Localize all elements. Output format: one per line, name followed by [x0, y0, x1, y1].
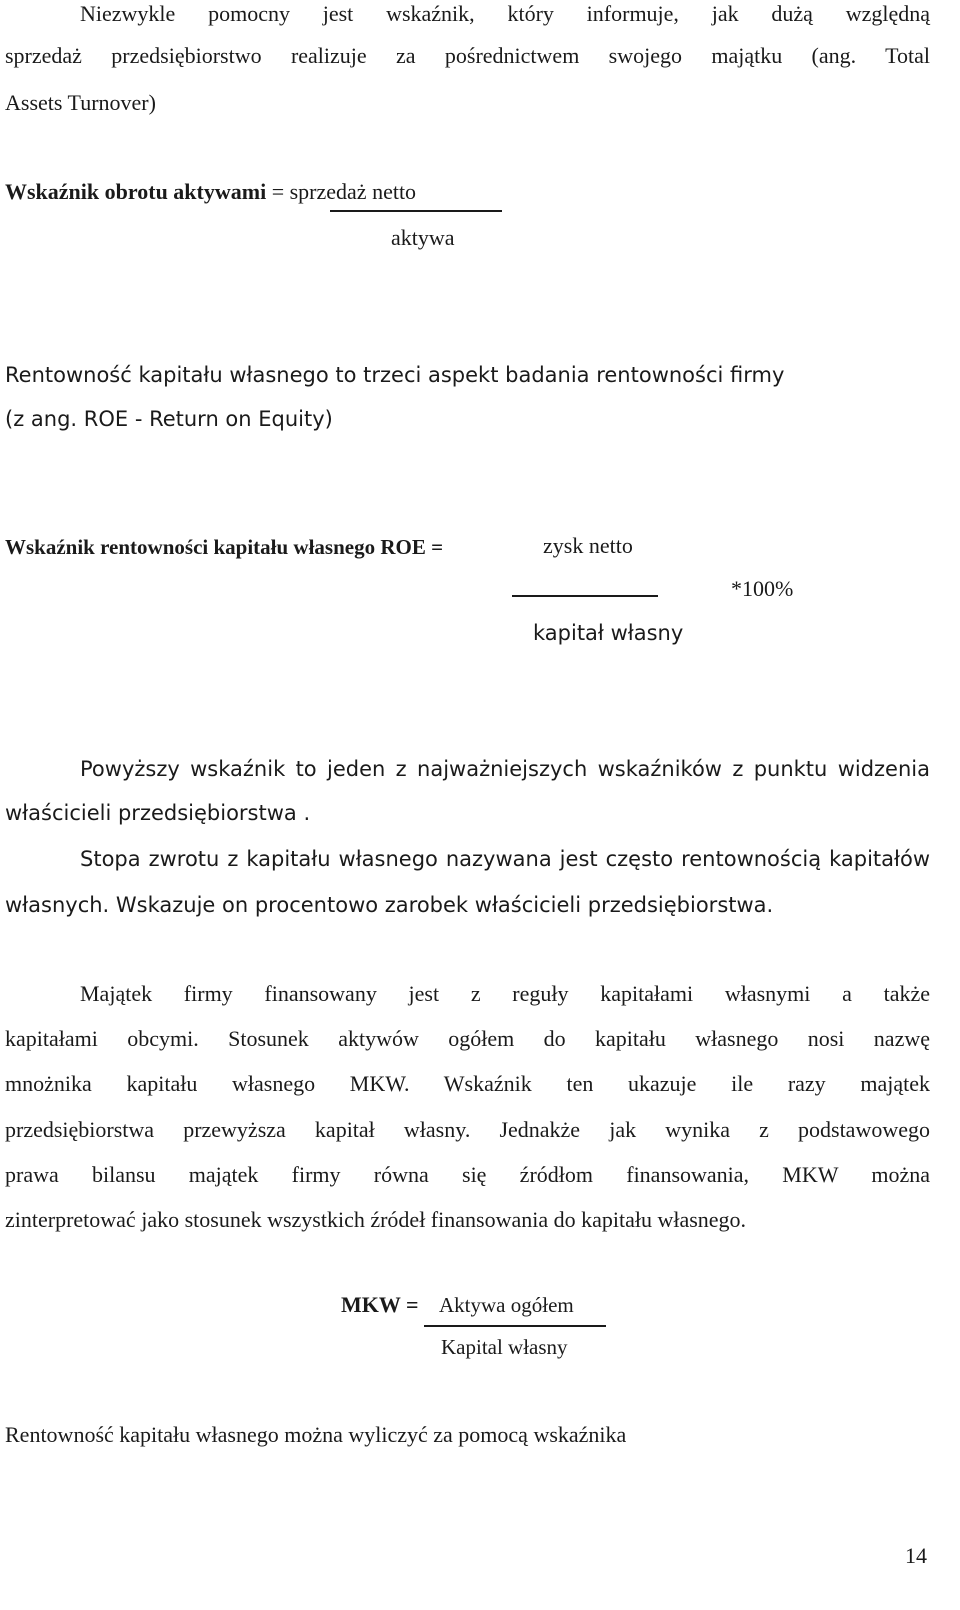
- page-number: 14: [905, 1543, 927, 1568]
- paragraph-line: Rentowność kapitału własnego można wyliczyć za pomocą wskaźnika: [5, 1422, 627, 1447]
- formula-numerator: zysk netto: [543, 533, 633, 558]
- paragraph-line: Niezwykle pomocny jest wskaźnik, który informuje, jak dużą względną: [80, 1, 930, 26]
- paragraph-line: kapitałami obcymi. Stosunek aktywów ogółem do kapitału własnego nosi nazwę: [5, 1026, 930, 1051]
- formula-numerator: sprzedaż netto: [289, 179, 417, 204]
- formula-multiplier: *100%: [731, 576, 794, 601]
- formula-label: Wskaźnik obrotu aktywami: [5, 179, 267, 204]
- paragraph-line: własnych. Wskazuje on procentowo zarobek właścicieli przedsiębiorstwa.: [5, 893, 774, 917]
- fraction-bar: [424, 1325, 606, 1327]
- paragraph-line: Rentowność kapitału własnego to trzeci aspekt badania rentowności firmy: [5, 363, 785, 387]
- formula-denominator: Kapital własny: [441, 1335, 568, 1359]
- paragraph-line: mnożnika kapitału własnego MKW. Wskaźnik ten ukazuje ile razy majątek: [5, 1071, 930, 1096]
- paragraph-line: prawa bilansu majątek firmy równa się źródłom finansowania, MKW można: [5, 1162, 930, 1187]
- paragraph-line: zinterpretować jako stosunek wszystkich źródeł finansowania do kapitału własnego.: [5, 1207, 747, 1232]
- paragraph-line: (z ang. ROE - Return on Equity): [5, 407, 333, 431]
- paragraph-line: Powyższy wskaźnik to jeden z najważniejszych wskaźników z punktu widzenia: [80, 757, 930, 781]
- formula-label: MKW =: [341, 1292, 419, 1317]
- paragraph-line: przedsiębiorstwa przewyższa kapitał własny. Jednakże jak wynika z podstawowego: [5, 1117, 930, 1142]
- formula-label: Wskaźnik rentowności kapitału własnego ROE =: [5, 535, 444, 559]
- fraction-bar: [512, 595, 658, 597]
- paragraph-line: Stopa zwrotu z kapitału własnego nazywana jest często rentownością kapitałów: [80, 847, 930, 871]
- formula-equals: =: [266, 179, 290, 204]
- formula-denominator: aktywa: [391, 225, 455, 250]
- paragraph-line: sprzedaż przedsiębiorstwo realizuje za pośrednictwem swojego majątku (ang. Total: [5, 43, 930, 68]
- formula-denominator: kapitał własny: [533, 621, 684, 645]
- formula-asset-turnover: [5, 178, 416, 206]
- paragraph-line: Assets Turnover): [5, 90, 156, 115]
- paragraph-line: właścicieli przedsiębiorstwa .: [5, 801, 311, 825]
- formula-numerator: Aktywa ogółem: [439, 1293, 574, 1317]
- paragraph-line: Majątek firmy finansowany jest z reguły kapitałami własnymi a także: [80, 981, 930, 1006]
- fraction-bar: [330, 210, 502, 212]
